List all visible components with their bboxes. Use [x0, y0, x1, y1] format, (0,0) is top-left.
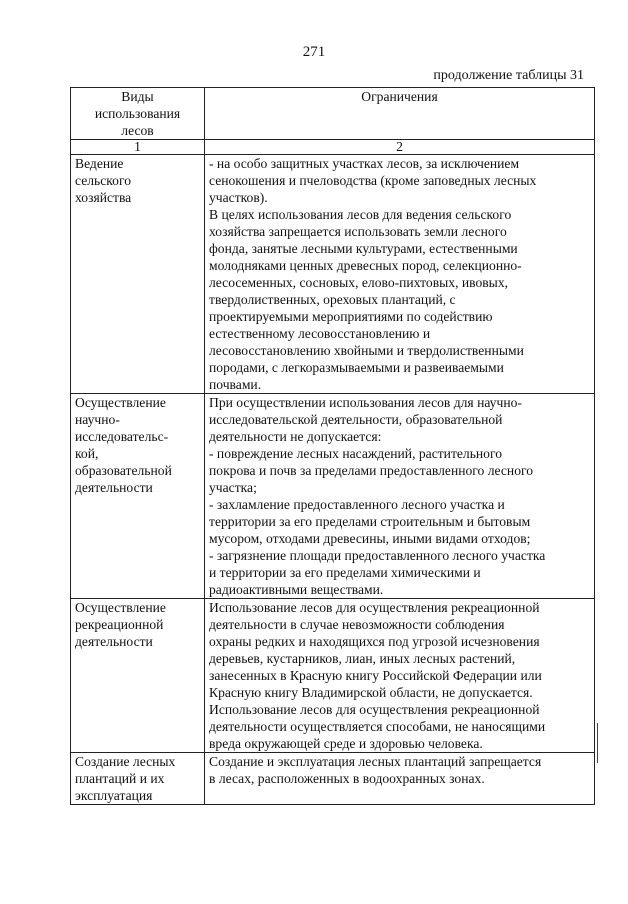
restriction-line: участков). [209, 190, 268, 205]
restriction-line: сенокошения и пчеловодства (кроме заповедных лесных [209, 173, 537, 188]
restriction-line: охраны редких и находящихся под угрозой исчезновения [209, 634, 540, 649]
kind-cell [71, 155, 205, 394]
header-kind-of-use [71, 88, 205, 140]
restriction-line: Использование лесов для осуществления рекреационной [209, 702, 540, 717]
kind-line: Осуществление [75, 600, 166, 615]
restriction-line: покрова и почв за пределами предоставленного лесного [209, 463, 534, 478]
kind-line: кой, [75, 446, 99, 461]
restriction-line: Использование лесов для осуществления рекреационной [209, 600, 540, 615]
kind-line: деятельности [75, 634, 153, 649]
restriction-line: участка; [209, 480, 257, 495]
restrictions-cell [205, 753, 595, 805]
restriction-line: деятельности осуществляется способами, не наносящими [209, 719, 546, 734]
table-row [71, 599, 595, 753]
column-number-2: 2 [205, 140, 595, 155]
header-text-line: Виды [121, 89, 154, 104]
kind-line: плантаций и их [75, 771, 165, 786]
restriction-line: деревьев, кустарников, лиан, иных лесных растений, [209, 651, 516, 666]
kind-line: научно- [75, 412, 120, 427]
kind-cell [71, 753, 205, 805]
kind-line: деятельности [75, 480, 153, 495]
restriction-line: почвами. [209, 377, 262, 392]
restriction-line: В целях использования лесов для ведения сельского [209, 207, 512, 222]
restriction-line: вреда окружающей среде и здоровью человека. [209, 736, 483, 751]
kind-line: Создание лесных [75, 754, 176, 769]
kind-line: рекреационной [75, 617, 164, 632]
restrictions-cell [205, 155, 595, 394]
restriction-line: занесенных в Красную книгу Российской Федерации или [209, 668, 542, 683]
restriction-line: мусором, отходами древесины, иными видами отходов; [209, 531, 531, 546]
restriction-line: - повреждение лесных насаждений, растительного [209, 446, 503, 461]
restriction-line: естественному лесовосстановлению и [209, 326, 431, 341]
table-row [71, 394, 595, 599]
margin-scan-mark [597, 723, 598, 763]
restrictions-cell [205, 599, 595, 753]
kind-line: Ведение [75, 156, 124, 171]
restriction-line: твердолиственных, ореховых плантаций, с [209, 292, 456, 307]
restriction-line: хозяйства запрещается использовать земли лесного [209, 224, 507, 239]
restriction-line: лесовосстановлению хвойными и твердолиственными [209, 343, 524, 358]
kind-cell [71, 599, 205, 753]
restriction-line: При осуществлении использования лесов для научно- [209, 395, 522, 410]
restriction-line: Красную книгу Владимирской области, не допускается. [209, 685, 533, 700]
restriction-line: Создание и эксплуатация лесных плантаций запрещается [209, 754, 542, 769]
restrictions-cell [205, 394, 595, 599]
header-text-line: лесов [121, 123, 154, 138]
restriction-line: деятельности в случае невозможности соблюдения [209, 617, 505, 632]
header-text-line: использования [94, 106, 181, 121]
restriction-line: - загрязнение площади предоставленного лесного участка [209, 548, 546, 563]
column-number-1: 1 [71, 140, 205, 155]
restriction-line: и территории за его пределами химическими и [209, 565, 481, 580]
restriction-line: фонда, занятые лесными культурами, естественными [209, 241, 518, 256]
table-continuation-label: продолжение таблицы 31 [433, 68, 584, 83]
kind-line: эксплуатация [75, 788, 153, 803]
kind-cell [71, 394, 205, 599]
table-row [71, 753, 595, 805]
restriction-line: радиоактивными веществами. [209, 582, 384, 597]
restriction-line: лесосеменных, сосновых, елово-пихтовых, ивовых, [209, 275, 509, 290]
restriction-line: территории за его пределами строительным и бытовым [209, 514, 531, 529]
restrictions-table [70, 87, 595, 805]
restriction-line: породами, с легкоразмываемыми и развеиваемыми [209, 360, 504, 375]
header-restrictions: Ограничения [205, 88, 595, 140]
restriction-line: проектируемыми мероприятиями по содействию [209, 309, 493, 324]
kind-line: образовательной [75, 463, 172, 478]
restriction-line: молодняками ценных древесных пород, селекционно- [209, 258, 522, 273]
restriction-line: - захламление предоставленного лесного участка и [209, 497, 505, 512]
kind-line: сельского [75, 173, 131, 188]
restriction-line: в лесах, расположенных в водоохранных зонах. [209, 771, 485, 786]
kind-line: Осуществление [75, 395, 166, 410]
restriction-line: - на особо защитных участках лесов, за исключением [209, 156, 520, 171]
kind-line: исследовательс- [75, 429, 169, 444]
kind-line: хозяйства [75, 190, 132, 205]
restriction-line: исследовательской деятельности, образовательной [209, 412, 503, 427]
restriction-line: деятельности не допускается: [209, 429, 382, 444]
page-number: 271 [302, 44, 326, 60]
table-row [71, 155, 595, 394]
